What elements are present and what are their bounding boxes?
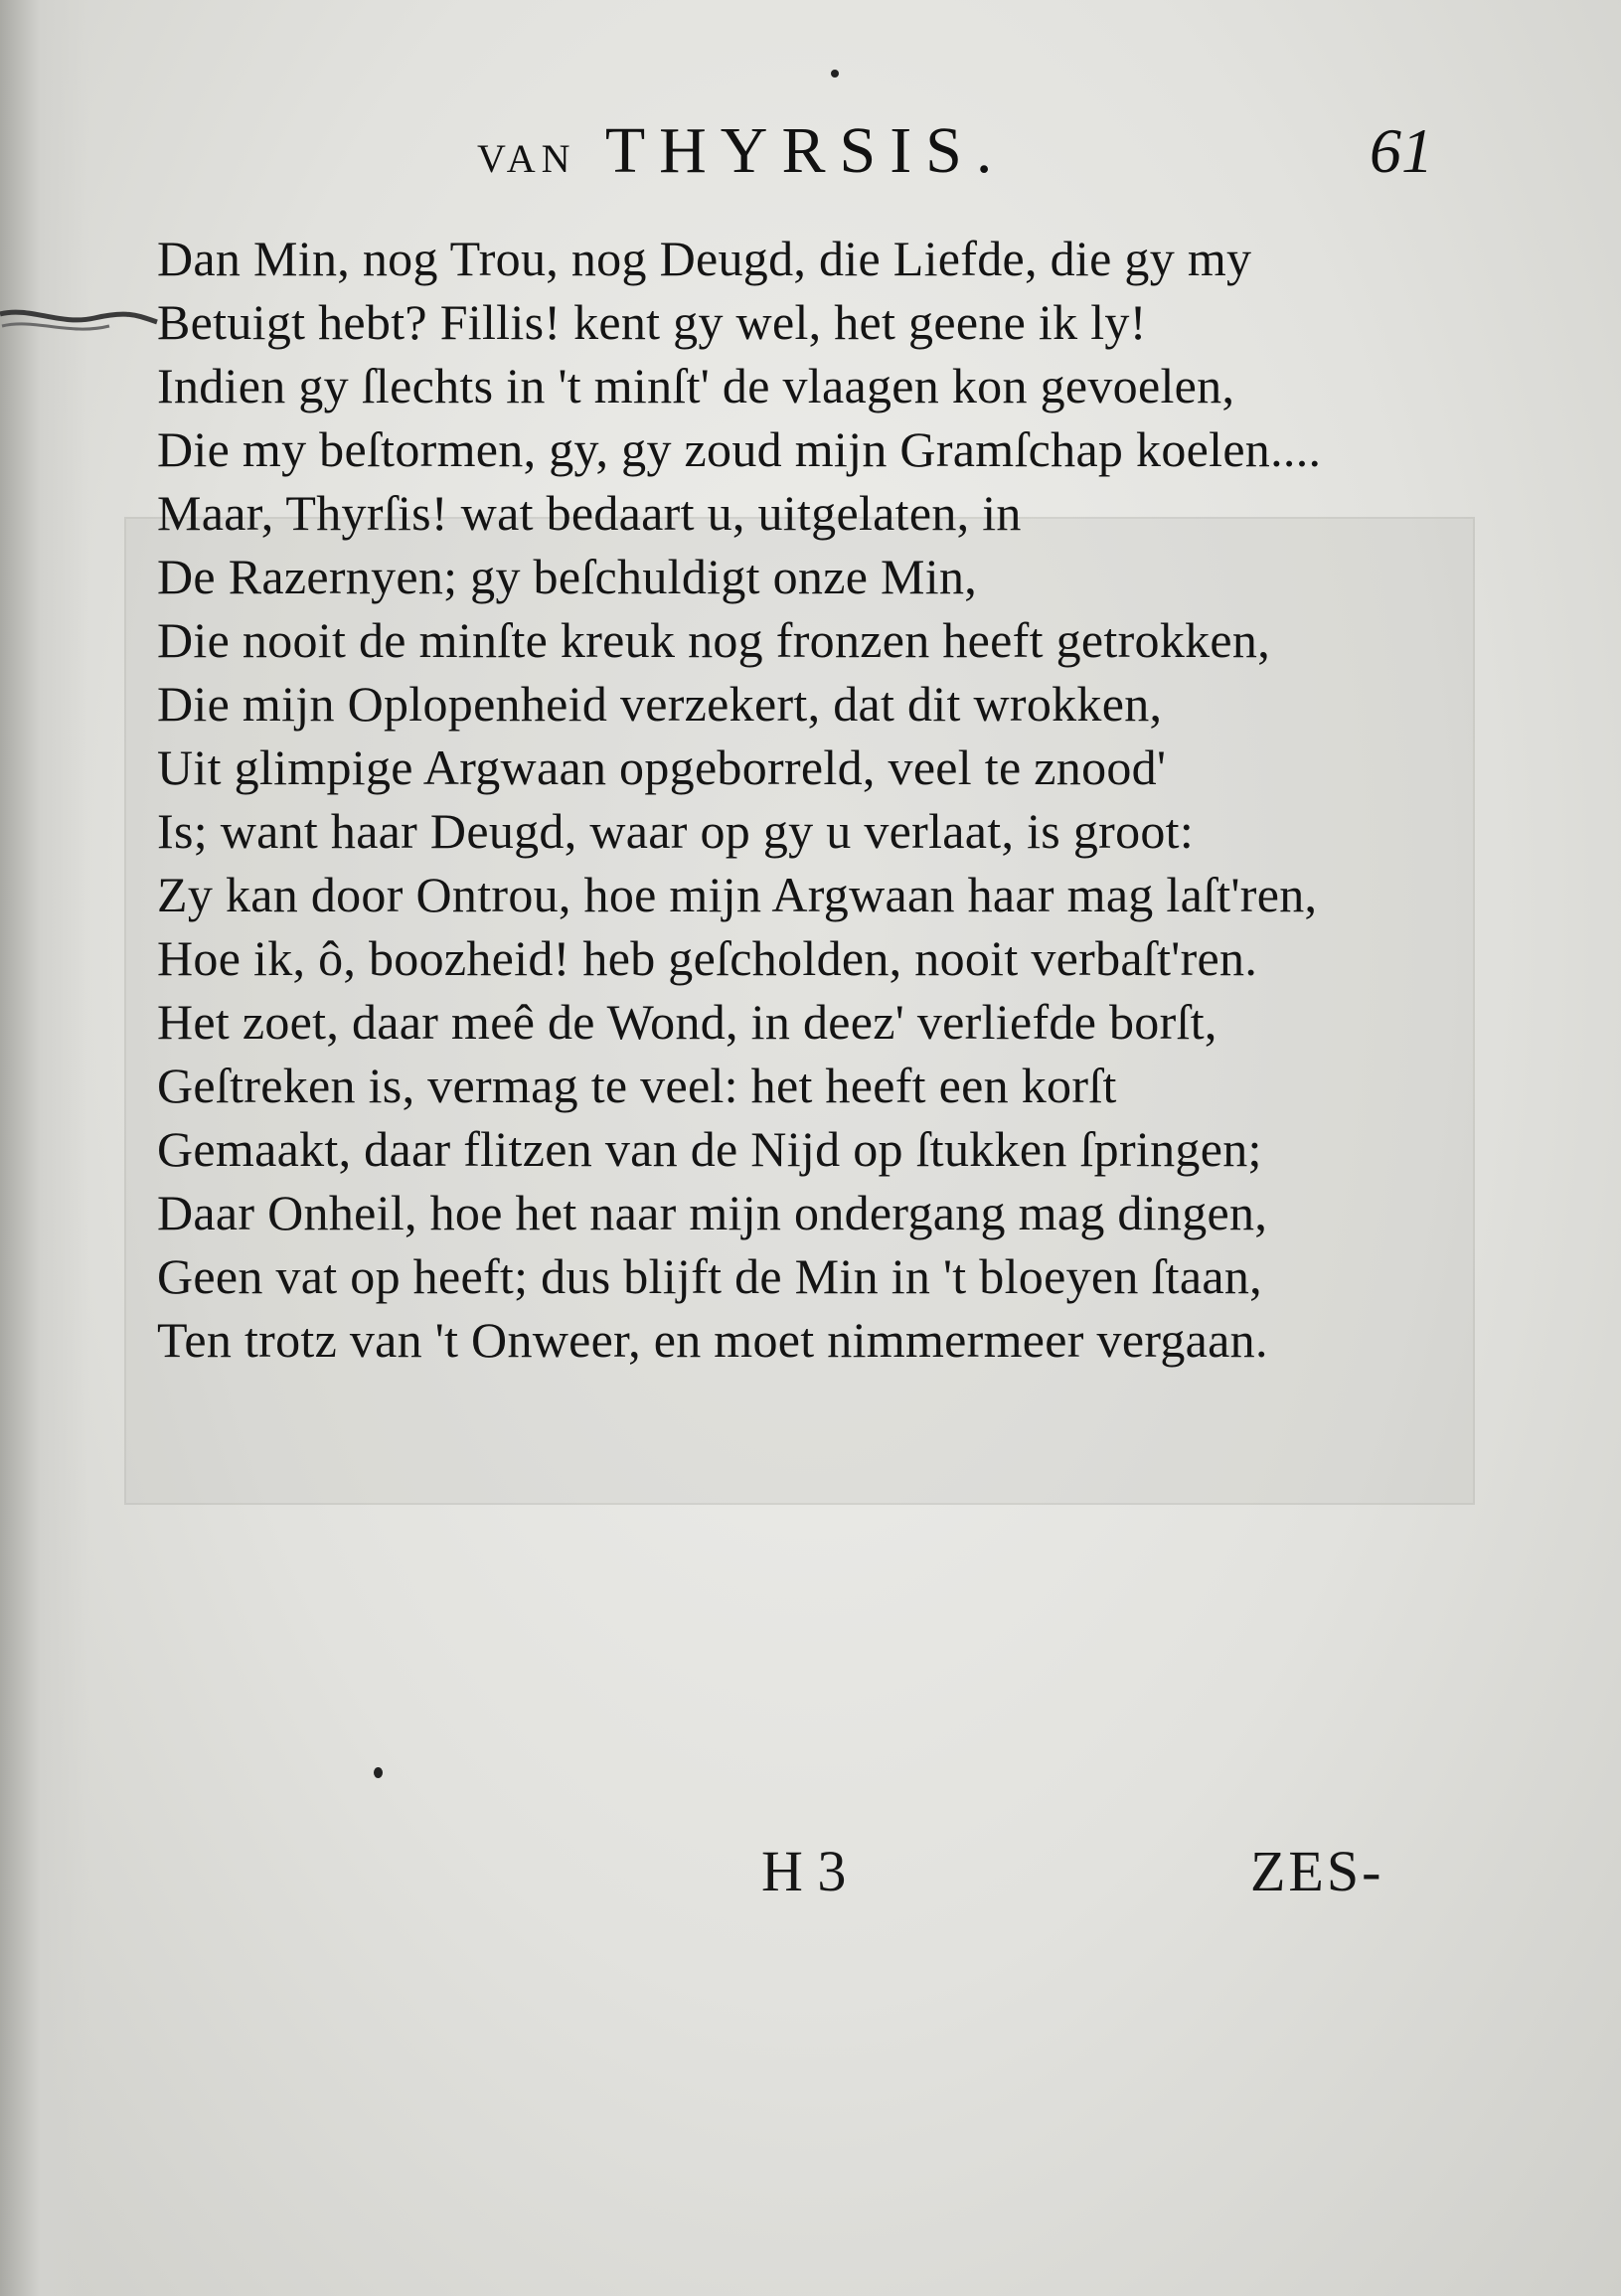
ink-speck	[374, 1767, 383, 1778]
running-head-prefix: VAN	[477, 136, 576, 181]
verse-line: Hoe ik, ô, boozheid! heb geſcholden, nooit verbaſt'ren.	[157, 930, 1258, 986]
verse-line: Uit glimpige Argwaan opgeborreld, veel te znood'	[157, 739, 1167, 795]
verse-line: Geſtreken is, vermag te veel: het heeft een korſt	[157, 1058, 1117, 1113]
verse-line: Betuigt hebt? Fillis! kent gy wel, het geene ik ly!	[157, 294, 1147, 350]
verse-line: Die mijn Oplopenheid verzekert, dat dit wrokken,	[157, 676, 1163, 732]
page-number: 61	[1370, 115, 1433, 186]
verse-line: Dan Min, nog Trou, nog Deugd, die Liefde, die gy my	[157, 231, 1252, 286]
verse-text	[157, 227, 1469, 1372]
running-head-name: THYRSIS.	[604, 114, 1007, 187]
verse-line: Die nooit de minſte kreuk nog fronzen heeft getrokken,	[157, 612, 1271, 668]
running-head-title	[477, 111, 1006, 199]
verse-line: Ten trotz van 't Onweer, en moet nimmermeer vergaan.	[157, 1312, 1268, 1368]
binding-thread	[0, 296, 159, 346]
verse-line: Is; want haar Deugd, waar op gy u verlaat, is groot:	[157, 803, 1195, 859]
verse-line: De Razernyen; gy beſchuldigt onze Min,	[157, 549, 978, 604]
verse-line: Daar Onheil, hoe het naar mijn ondergang mag dingen,	[157, 1185, 1268, 1240]
signature-mark: H 3	[761, 1839, 847, 1903]
verse-line: Maar, Thyrſis! wat bedaart u, uitgelaten, in	[157, 485, 1022, 541]
ink-speck	[831, 70, 839, 78]
catchword: ZES-	[1250, 1839, 1384, 1903]
verse-line: Gemaakt, daar flitzen van de Nijd op ſtukken ſpringen;	[157, 1121, 1262, 1177]
verse-line: Indien gy ſlechts in 't minſt' de vlaagen kon gevoelen,	[157, 358, 1235, 413]
verse-line: Geen vat op heeft; dus blijft de Min in 't bloeyen ſtaan,	[157, 1248, 1262, 1304]
verse-line: Zy kan door Ontrou, hoe mijn Argwaan haar mag laſt'ren,	[157, 867, 1318, 922]
running-head	[0, 111, 1621, 191]
verse-line: Die my beſtormen, gy, gy zoud mijn Gramſchap koelen....	[157, 421, 1322, 477]
verse-line: Het zoet, daar meê de Wond, in deez' verliefde borſt,	[157, 994, 1217, 1050]
